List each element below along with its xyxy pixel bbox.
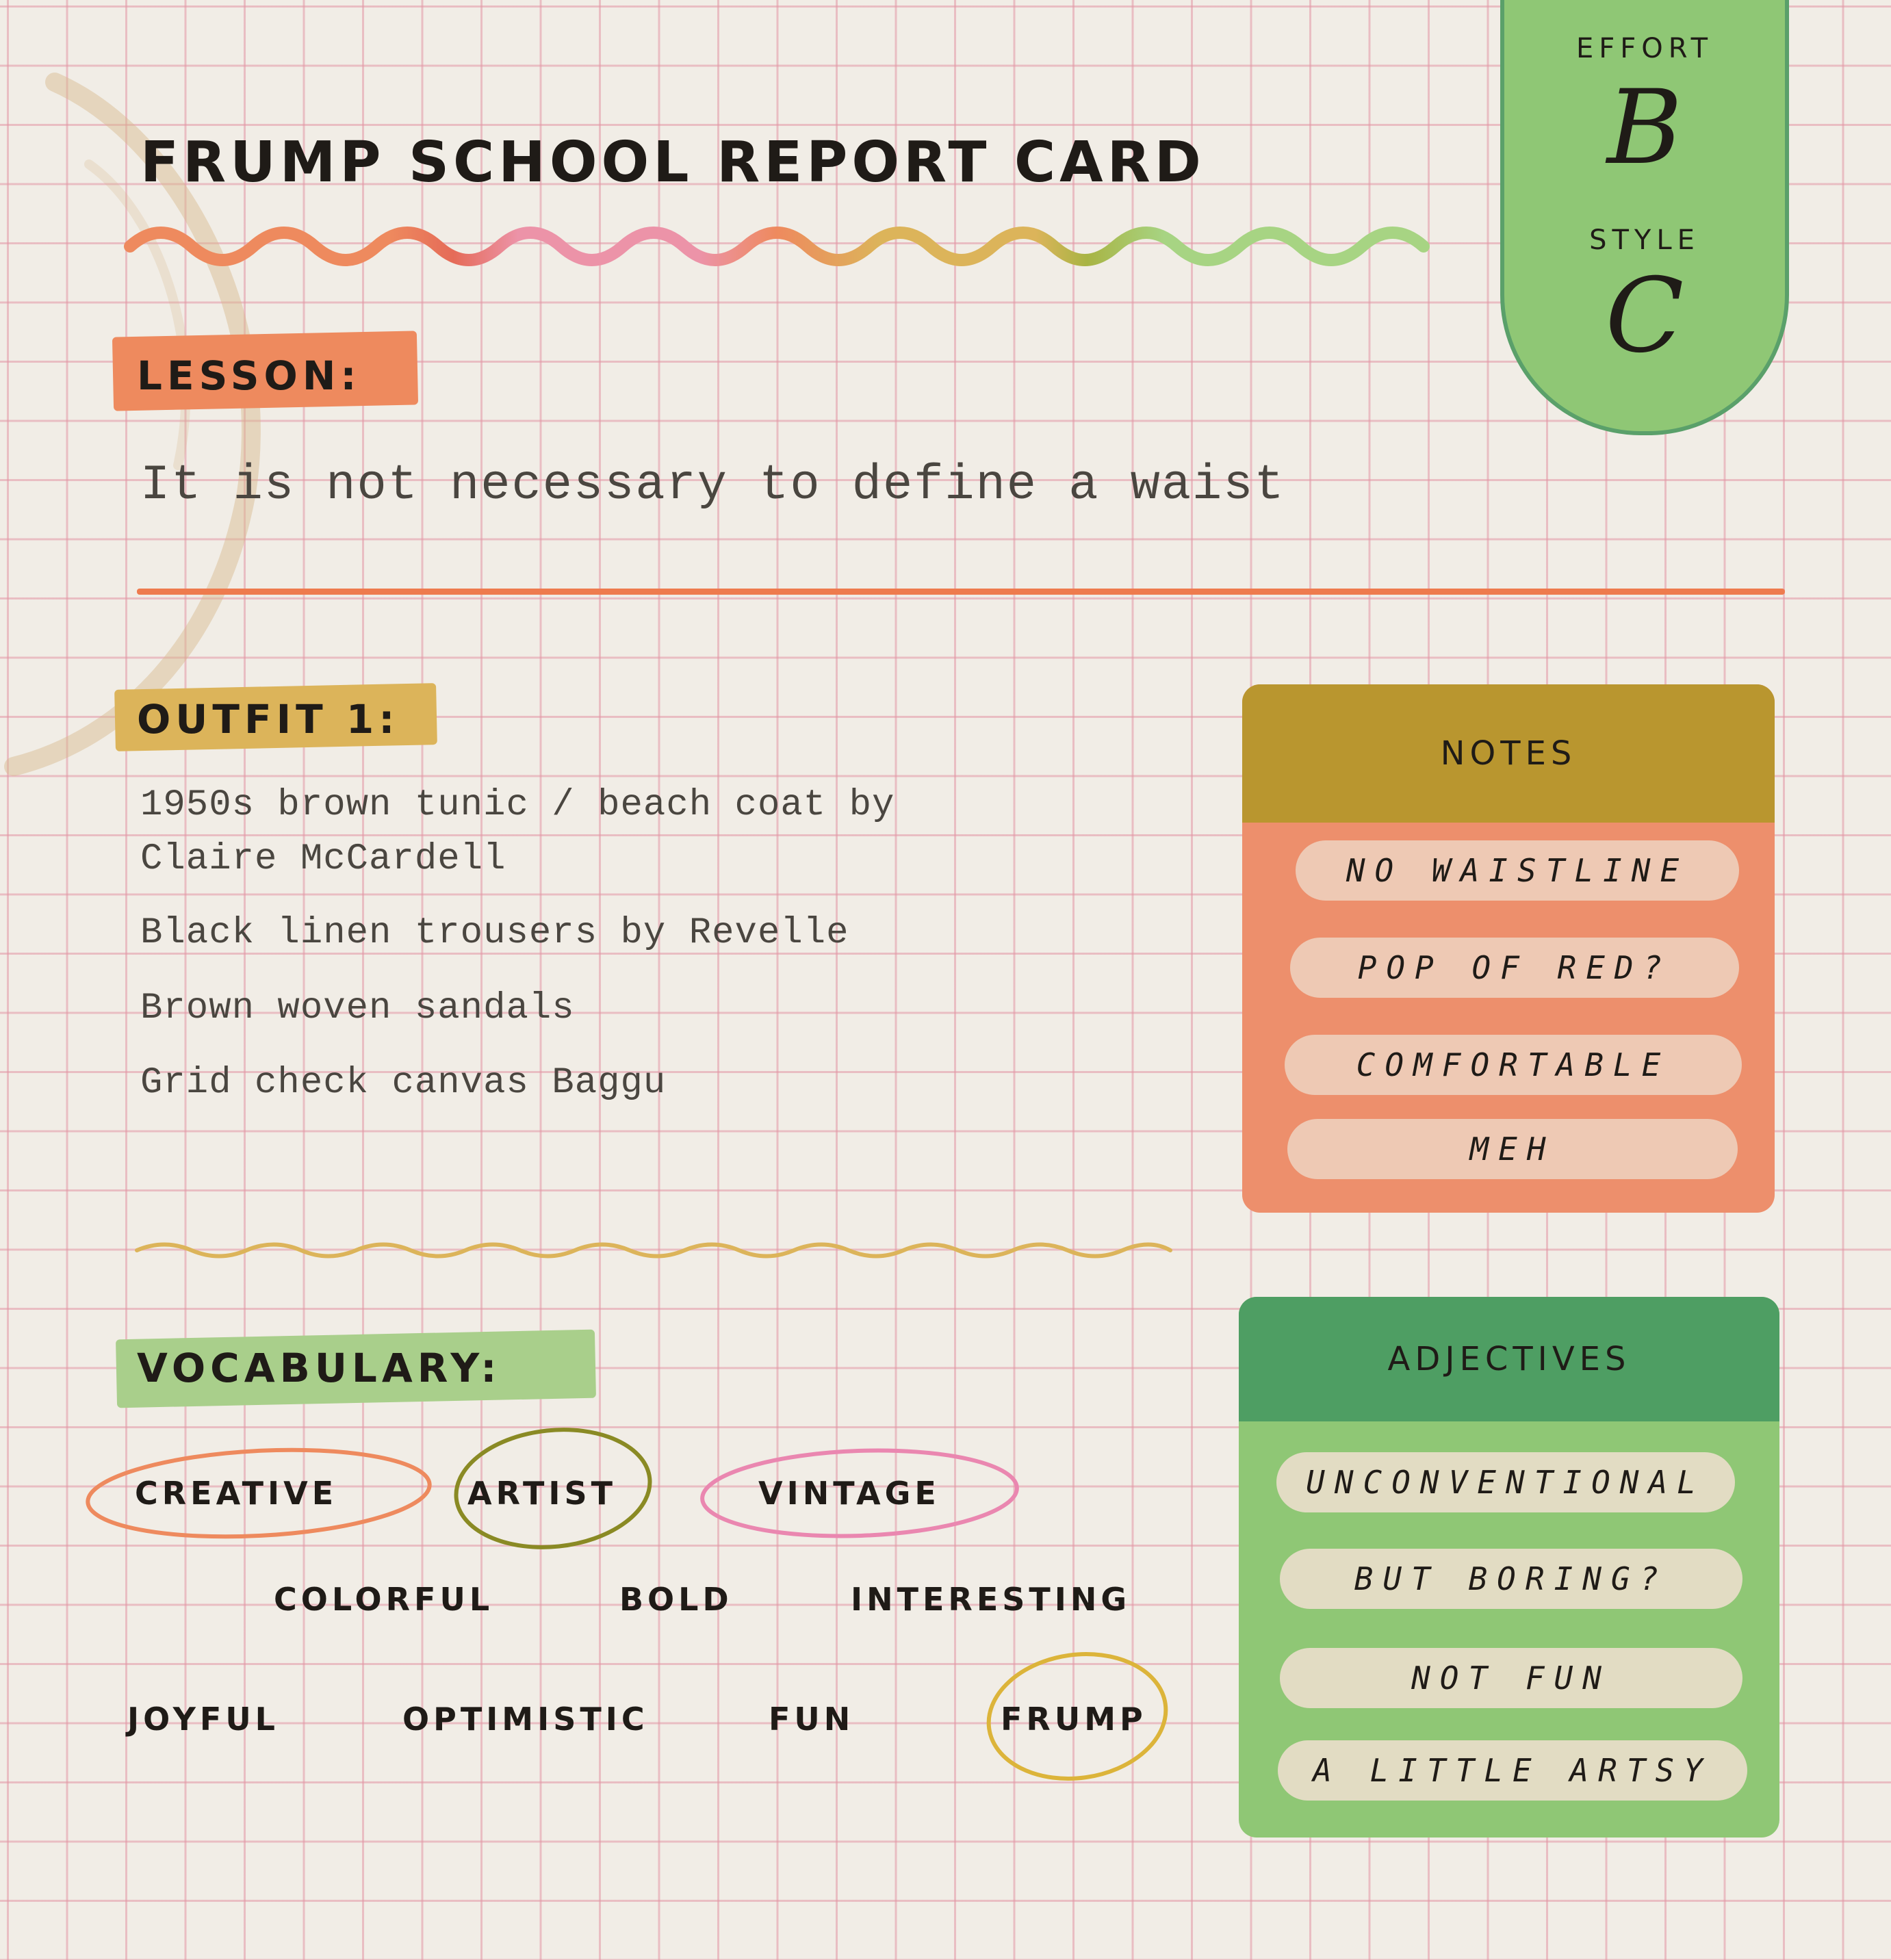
adjective-pill: BUT BORING?: [1280, 1549, 1742, 1609]
outfit-item: Brown woven sandals: [140, 988, 575, 1029]
vocab-word: BOLD: [619, 1581, 733, 1618]
note-pill: POP OF RED?: [1290, 938, 1739, 998]
vocab-word: VINTAGE: [758, 1475, 940, 1512]
rainbow-wavy-underline: [123, 219, 1451, 274]
vocab-word: COLORFUL: [274, 1581, 494, 1618]
notes-header: NOTES: [1242, 684, 1775, 823]
lesson-text: It is not necessary to define a waist: [140, 457, 1285, 513]
vocabulary-label: VOCABULARY:: [137, 1345, 502, 1391]
outfit-item: Grid check canvas Baggu: [140, 1062, 667, 1104]
effort-grade: B: [1606, 68, 1683, 188]
outfit-item: 1950s brown tunic / beach coat by: [140, 784, 895, 826]
note-pill: NO WAISTLINE: [1296, 840, 1739, 901]
style-grade: C: [1605, 257, 1684, 376]
grade-tab: [1500, 0, 1789, 435]
style-label: STYLE: [1589, 224, 1700, 256]
vocab-word: FUN: [769, 1701, 855, 1738]
notes-panel: [1242, 684, 1775, 1213]
note-pill: MEH: [1287, 1119, 1738, 1179]
section-divider: [137, 589, 1785, 595]
vocab-word: JOYFUL: [127, 1701, 279, 1738]
adjectives-panel: [1239, 1297, 1779, 1838]
vocab-word: FRUMP: [1001, 1701, 1147, 1738]
adjective-pill: A LITTLE ARTSY: [1278, 1740, 1747, 1801]
outfit-item: Claire McCardell: [140, 838, 506, 880]
lesson-label: LESSON:: [137, 352, 361, 399]
adjectives-header: ADJECTIVES: [1239, 1297, 1779, 1421]
vocab-word: CREATIVE: [135, 1475, 338, 1512]
effort-label: EFFORT: [1575, 33, 1714, 64]
vocab-word: OPTIMISTIC: [402, 1701, 649, 1738]
page-title: FRUMP SCHOOL REPORT CARD: [140, 130, 1205, 195]
adjective-pill: NOT FUN: [1280, 1648, 1742, 1708]
wavy-divider: [133, 1233, 1174, 1267]
outfit-label: OUTFIT 1:: [137, 696, 400, 743]
vocab-word: INTERESTING: [851, 1581, 1131, 1618]
vocab-word: ARTIST: [467, 1475, 617, 1512]
outfit-item: Black linen trousers by Revelle: [140, 912, 849, 954]
adjective-pill: UNCONVENTIONAL: [1276, 1452, 1735, 1512]
note-pill: COMFORTABLE: [1285, 1035, 1742, 1095]
